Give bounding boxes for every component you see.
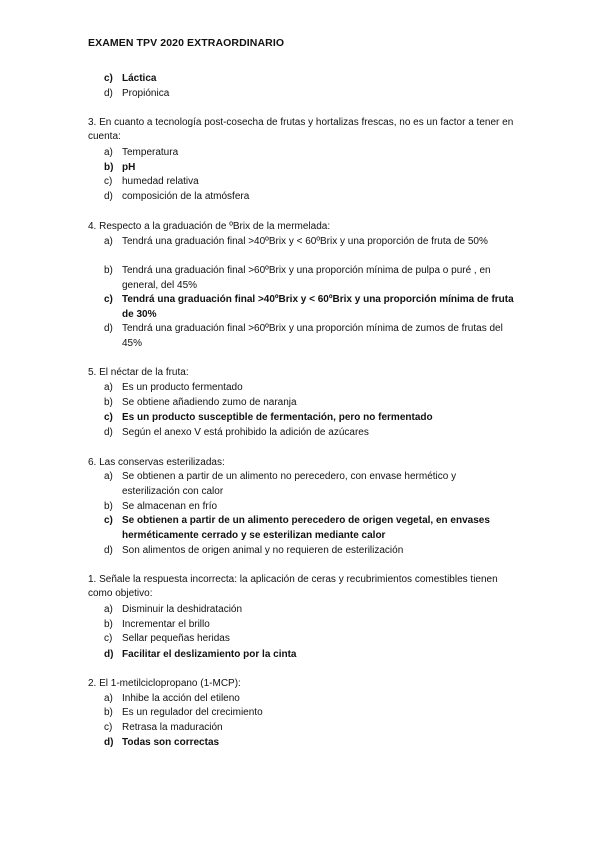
option-letter: d) xyxy=(104,545,113,556)
option-item xyxy=(104,500,516,515)
option-letter: a) xyxy=(104,382,113,393)
option-item xyxy=(104,235,516,250)
question-text: 5. El néctar de la fruta: xyxy=(88,367,189,378)
option-item xyxy=(104,721,516,736)
option-item xyxy=(104,381,516,396)
option-text: Inhibe la acción del etileno xyxy=(122,693,240,704)
option-item xyxy=(104,396,516,411)
option-letter: b) xyxy=(104,707,113,718)
option-letter: a) xyxy=(104,147,113,158)
option-text: Disminuir la deshidratación xyxy=(122,604,243,615)
question-text: 3. En cuanto a tecnología post-cosecha de frutas y hortalizas frescas, no es un factor a tener en cuenta: xyxy=(88,117,514,142)
option-item xyxy=(104,692,516,707)
option-text: Tendrá una graduación final >40ºBrix y < 60ºBrix y una proporción mínima de fruta de 30% xyxy=(122,294,514,320)
option-text: Facilitar el deslizamiento por la cinta xyxy=(122,649,297,660)
option-letter: c) xyxy=(104,73,113,84)
option-item xyxy=(104,146,516,161)
option-text: Sellar pequeñas heridas xyxy=(122,633,230,644)
option-letter: d) xyxy=(104,323,113,334)
option-text: Se obtiene añadiendo zumo de naranja xyxy=(122,397,297,408)
option-letter: b) xyxy=(104,619,113,630)
option-item xyxy=(104,544,516,559)
option-text: Temperatura xyxy=(122,147,179,158)
option-letter: a) xyxy=(104,471,113,482)
option-letter: d) xyxy=(104,427,113,438)
option-text: Propiónica xyxy=(122,88,170,99)
option-text: Se obtienen a partir de un alimento no perecedero, con envase hermético y esterilización con calor xyxy=(122,471,457,497)
option-item xyxy=(104,632,516,647)
option-text: Es un producto susceptible de fermentación, pero no fermentado xyxy=(122,412,433,423)
option-item xyxy=(104,648,516,663)
option-item xyxy=(104,175,516,190)
option-text: Todas son correctas xyxy=(122,737,220,748)
option-text: Es un regulador del crecimiento xyxy=(122,707,263,718)
option-letter: a) xyxy=(104,604,113,615)
option-text: Según el anexo V está prohibido la adición de azúcares xyxy=(122,427,369,438)
option-item xyxy=(104,264,516,293)
option-item xyxy=(104,322,516,351)
option-text: Tendrá una graduación final >40ºBrix y < 60ºBrix y una proporción de fruta de 50% xyxy=(122,236,488,247)
option-text: Es un producto fermentado xyxy=(122,382,243,393)
option-item xyxy=(104,618,516,633)
option-text: pH xyxy=(122,162,136,173)
option-text: humedad relativa xyxy=(122,176,199,187)
option-text: Retrasa la maduración xyxy=(122,722,223,733)
option-letter: b) xyxy=(104,501,113,512)
carryover-option xyxy=(104,72,516,87)
option-letter: b) xyxy=(104,397,113,408)
option-item xyxy=(104,514,516,543)
option-letter: d) xyxy=(104,191,113,202)
option-letter: a) xyxy=(104,236,113,247)
option-text: Se almacenan en frío xyxy=(122,501,218,512)
option-letter: c) xyxy=(104,515,113,526)
option-text: Se obtienen a partir de un alimento perecedero de origen vegetal, en envases herméticamente cerrado y se esterilizan mediante calor xyxy=(122,515,490,541)
option-letter: a) xyxy=(104,693,113,704)
option-letter: b) xyxy=(104,162,114,173)
question-text: 2. El 1-metilciclopropano (1-MCP): xyxy=(88,678,241,689)
option-letter: c) xyxy=(104,633,113,644)
option-letter: c) xyxy=(104,722,113,733)
carryover-option xyxy=(104,87,516,102)
option-item xyxy=(104,736,516,751)
option-letter: c) xyxy=(104,294,113,305)
question-text: 4. Respecto a la graduación de ºBrix de la mermelada: xyxy=(88,221,331,232)
option-text: Láctica xyxy=(122,73,157,84)
option-letter: d) xyxy=(104,649,114,660)
option-text: composición de la atmósfera xyxy=(122,191,250,202)
option-text: Tendrá una graduación final >60ºBrix y una proporción mínima de pulpa o puré , en general, del 45% xyxy=(122,265,491,291)
option-item xyxy=(104,190,516,205)
option-text: Incrementar el brillo xyxy=(122,619,210,630)
option-letter: d) xyxy=(104,737,114,748)
option-item xyxy=(104,470,516,499)
option-letter: d) xyxy=(104,88,113,99)
option-letter: c) xyxy=(104,176,113,187)
option-text: Son alimentos de origen animal y no requieren de esterilización xyxy=(122,545,404,556)
option-item xyxy=(104,706,516,721)
option-item xyxy=(104,293,516,322)
option-text: Tendrá una graduación final >60ºBrix y una proporción mínima de zumos de frutas del 45% xyxy=(122,323,503,349)
page-title: EXAMEN TPV 2020 EXTRAORDINARIO xyxy=(88,37,285,49)
option-letter: b) xyxy=(104,265,113,276)
question-text: 1. Señale la respuesta incorrecta: la aplicación de ceras y recubrimientos comestibles tienen como objetivo: xyxy=(88,574,498,599)
option-letter: c) xyxy=(104,412,113,423)
option-item xyxy=(104,426,516,441)
option-item xyxy=(104,161,516,176)
question-text: 6. Las conservas esterilizadas: xyxy=(88,457,225,468)
option-item xyxy=(104,603,516,618)
option-item xyxy=(104,411,516,426)
